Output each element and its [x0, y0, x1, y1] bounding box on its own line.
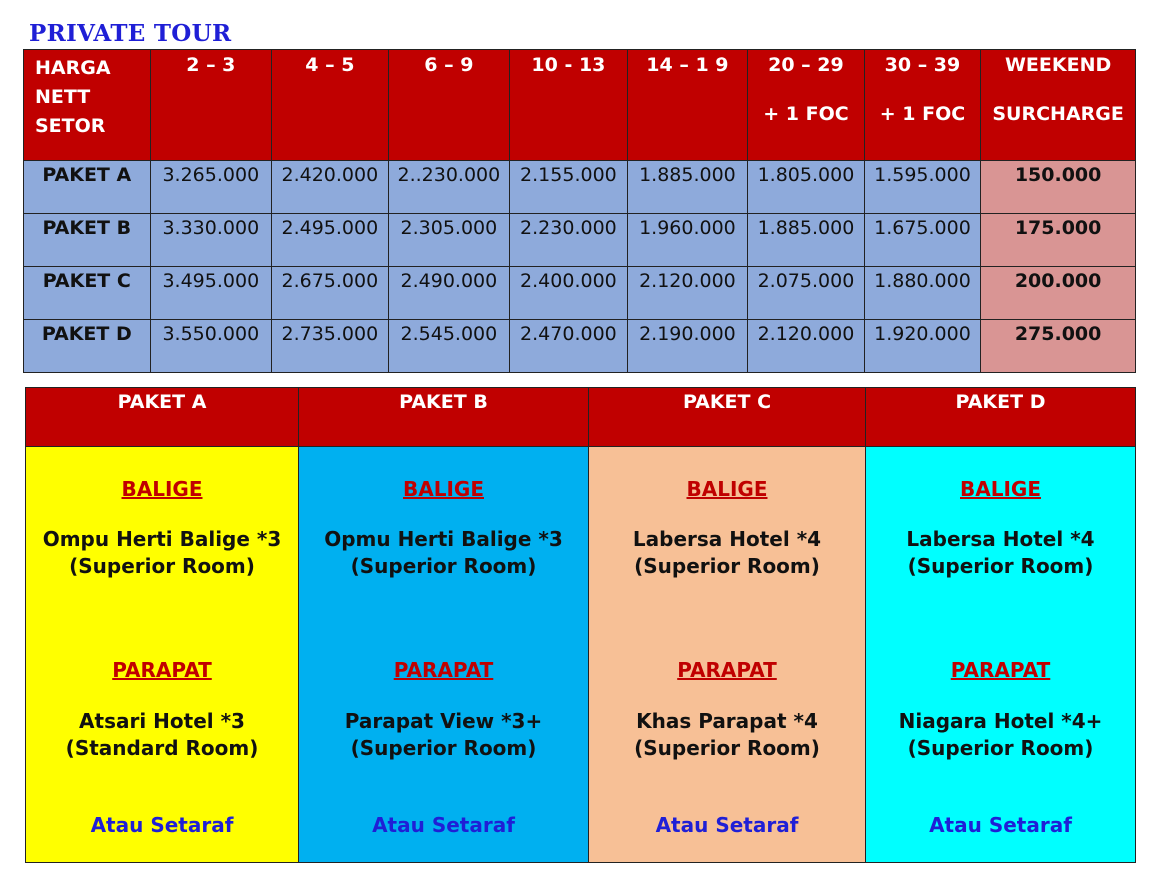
price-header-col [150, 50, 272, 161]
price-cell: 1.880.000 [864, 267, 981, 320]
header-col-line1: WEEKEND [1004, 54, 1112, 76]
price-cell: 2.230.000 [510, 214, 628, 267]
header-col-line1: 10 - 13 [531, 54, 606, 76]
package-a-hotels [26, 447, 299, 863]
city-heading: BALIGE [403, 477, 484, 501]
hotel-name: Niagara Hotel *4+ [898, 709, 1103, 733]
hotel-entry [299, 526, 588, 580]
price-cell: 2.305.000 [388, 214, 510, 267]
room-type: (Superior Room) [350, 736, 537, 760]
price-header-row [24, 50, 1136, 161]
city-heading: PARAPAT [677, 658, 777, 682]
header-col-line1: 30 – 39 [884, 54, 961, 76]
room-type: (Superior Room) [907, 736, 1094, 760]
price-header-label [24, 50, 151, 161]
price-row [24, 320, 1136, 373]
header-col-line2: + 1 FOC [763, 103, 849, 125]
price-cell: 2.545.000 [388, 320, 510, 373]
package-header: PAKET A [26, 388, 299, 447]
package-label: PAKET A [24, 161, 151, 214]
surcharge-cell: 150.000 [981, 161, 1136, 214]
price-header-col [748, 50, 865, 161]
package-header: PAKET B [299, 388, 589, 447]
price-cell: 2..230.000 [388, 161, 510, 214]
price-cell: 2.490.000 [388, 267, 510, 320]
header-label-line: SETOR [35, 115, 106, 137]
equivalent-note: Atau Setaraf [90, 813, 234, 837]
price-cell: 2.075.000 [748, 267, 865, 320]
city-heading: BALIGE [960, 477, 1041, 501]
price-cell: 2.155.000 [510, 161, 628, 214]
package-header: PAKET C [589, 388, 866, 447]
price-cell: 3.330.000 [150, 214, 272, 267]
package-label: PAKET C [24, 267, 151, 320]
hotel-name: Labersa Hotel *4 [632, 527, 822, 551]
hotel-name: Labersa Hotel *4 [906, 527, 1095, 551]
header-col-line1: 20 – 29 [768, 54, 844, 76]
room-type: (Standard Room) [65, 736, 259, 760]
package-c-hotels [589, 447, 866, 863]
price-cell: 1.675.000 [864, 214, 981, 267]
price-cell: 2.420.000 [272, 161, 389, 214]
price-row [24, 161, 1136, 214]
price-cell: 2.735.000 [272, 320, 389, 373]
price-header-col [981, 50, 1136, 161]
surcharge-cell: 175.000 [981, 214, 1136, 267]
package-d-hotels [866, 447, 1136, 863]
price-cell: 1.920.000 [864, 320, 981, 373]
hotel-entry [866, 526, 1135, 580]
package-header: PAKET D [866, 388, 1136, 447]
price-cell: 1.595.000 [864, 161, 981, 214]
price-row [24, 214, 1136, 267]
price-header-col [388, 50, 510, 161]
hotel-entry [26, 708, 298, 762]
equivalent-note: Atau Setaraf [655, 813, 799, 837]
hotel-entry [589, 708, 865, 762]
surcharge-cell: 275.000 [981, 320, 1136, 373]
room-type: (Superior Room) [634, 554, 820, 578]
city-heading: PARAPAT [393, 658, 494, 682]
surcharge-cell: 200.000 [981, 267, 1136, 320]
city-heading: PARAPAT [112, 658, 212, 682]
room-type: (Superior Room) [69, 554, 255, 578]
city-heading: BALIGE [686, 477, 768, 501]
price-cell: 2.470.000 [510, 320, 628, 373]
page-title: PRIVATE TOUR [29, 20, 232, 47]
price-cell: 2.190.000 [627, 320, 748, 373]
price-header-col [627, 50, 748, 161]
header-col-line2: + 1 FOC [879, 103, 966, 125]
price-cell: 3.495.000 [150, 267, 272, 320]
price-cell: 2.400.000 [510, 267, 628, 320]
hotel-name: Khas Parapat *4 [636, 709, 818, 733]
package-label: PAKET D [24, 320, 151, 373]
header-col-line2: SURCHARGE [992, 103, 1124, 125]
package-label: PAKET B [24, 214, 151, 267]
header-col-line1: 4 – 5 [305, 54, 355, 76]
price-header-col [272, 50, 389, 161]
hotel-name: Parapat View *3+ [344, 709, 543, 733]
package-b-hotels [299, 447, 589, 863]
price-table [23, 49, 1136, 373]
header-label-line: NETT [35, 86, 91, 108]
header-label-line: HARGA [35, 57, 111, 79]
hotel-entry [26, 526, 298, 580]
price-cell: 3.265.000 [150, 161, 272, 214]
price-cell: 2.675.000 [272, 267, 389, 320]
header-col-line1: 6 – 9 [424, 54, 474, 76]
room-type: (Superior Room) [634, 736, 820, 760]
price-cell: 1.885.000 [748, 214, 865, 267]
hotel-name: Atsari Hotel *3 [79, 709, 245, 733]
hotel-name: Opmu Herti Balige *3 [324, 527, 563, 551]
city-heading: PARAPAT [950, 658, 1051, 682]
room-type: (Superior Room) [907, 554, 1094, 578]
price-cell: 2.120.000 [627, 267, 748, 320]
price-cell: 1.805.000 [748, 161, 865, 214]
header-col-line1: 2 – 3 [186, 54, 236, 76]
price-cell: 2.495.000 [272, 214, 389, 267]
header-col-line1: 14 – 1 9 [646, 54, 729, 76]
hotel-entry [299, 708, 588, 762]
hotel-entry [589, 526, 865, 580]
hotel-header-row [26, 388, 1136, 447]
hotel-entry [866, 708, 1135, 762]
hotel-row [26, 447, 1136, 863]
price-cell: 1.885.000 [627, 161, 748, 214]
price-header-col [864, 50, 981, 161]
price-cell: 3.550.000 [150, 320, 272, 373]
hotel-table [25, 387, 1136, 863]
hotel-name: Ompu Herti Balige *3 [42, 527, 282, 551]
price-header-col [510, 50, 628, 161]
price-cell: 2.120.000 [748, 320, 865, 373]
room-type: (Superior Room) [350, 554, 537, 578]
price-cell: 1.960.000 [627, 214, 748, 267]
price-row [24, 267, 1136, 320]
equivalent-note: Atau Setaraf [372, 813, 515, 837]
city-heading: BALIGE [121, 477, 203, 501]
equivalent-note: Atau Setaraf [929, 813, 1072, 837]
